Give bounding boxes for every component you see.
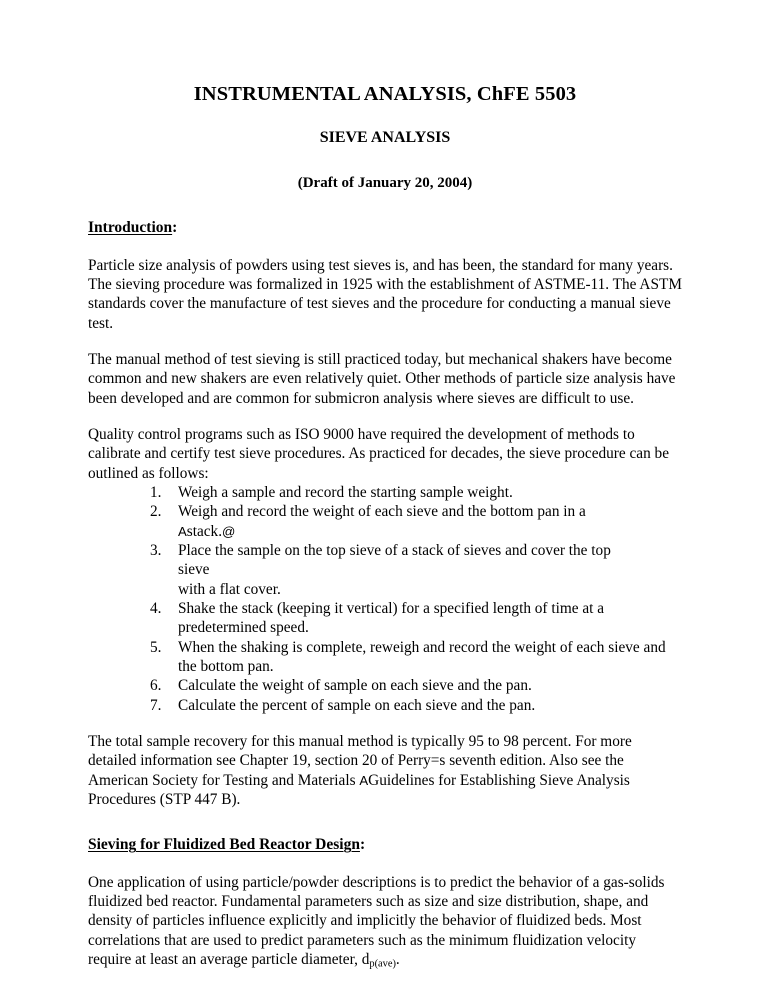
list-item-number: 2.: [150, 503, 162, 521]
list-item-number: 1.: [150, 483, 162, 501]
fluidized-bed-text-part-2: .: [395, 950, 400, 968]
document-subtitle: SIEVE ANALYSIS: [319, 128, 451, 146]
list-item-text: Calculate the weight of sample on each sieve and the pan.: [178, 677, 532, 695]
list-item-number: 3.: [150, 541, 162, 559]
list-item-text: When the shaking is complete, reweigh and record the weight of each sieve and the bottom pan.: [178, 638, 666, 676]
section-heading-introduction-label: Introduction: [88, 219, 173, 237]
list-item: [88, 502, 682, 541]
list-item-text: Calculate the percent of sample on each sieve and the pan.: [178, 696, 536, 714]
open-quote-glyph: A: [359, 772, 369, 788]
list-item: [88, 676, 682, 695]
list-item: [88, 696, 682, 715]
list-item-number: 7.: [150, 696, 162, 714]
list-item-text: Weigh a sample and record the starting sample weight.: [178, 483, 513, 501]
list-item-text-line-3: with a flat cover.: [178, 580, 281, 598]
sample-recovery-text-part-2: Guidelines for Establishing Sieve Analysis Procedures (STP 447 B).: [88, 771, 630, 809]
list-item-text: Shake the stack (keeping it vertical) for a specified length of time at a predetermined speed.: [178, 600, 605, 637]
list-item-number: 5.: [150, 638, 162, 656]
list-item: [88, 483, 682, 502]
section-heading-sieving-fluidized-bed: [88, 809, 682, 855]
list-item-number: 4.: [150, 600, 162, 618]
sample-recovery-paragraph: [88, 715, 682, 809]
list-item-text-stack: stack.: [186, 522, 223, 540]
procedure-list: [88, 483, 682, 715]
section-heading-sieving-fluidized-bed-label: Sieving for Fluidized Bed Reactor Design: [88, 836, 360, 854]
intro-paragraph-3: Quality control programs such as ISO 9000 have required the development of methods to calibrate and certify test sieve procedures. As practiced for decades, the sieve procedure can be outlined as follows:: [88, 425, 669, 482]
section-heading-sieving-fluidized-bed-colon: :: [359, 836, 366, 854]
list-item: [88, 599, 682, 638]
list-item: [88, 638, 682, 677]
document-content: [88, 0, 682, 969]
list-item-number: 6.: [150, 677, 162, 695]
intro-paragraph-1: Particle size analysis of powders using test sieves is, and has been, the standard for many years. The sieving procedure was formalized in 1925 with the establishment of ASTME-11. The ASTM standards cover the manufacture of test sieves and the procedure for conducting a manual sieve test.: [88, 256, 682, 332]
list-item: [88, 541, 682, 599]
section-heading-introduction-colon: :: [172, 219, 178, 237]
page-title: INSTRUMENTAL ANALYSIS, ChFE 5503: [193, 83, 577, 105]
list-item-text-line-1: Weigh and record the weight of each sieve and the bottom pan in a: [178, 503, 586, 521]
draft-date-line: (Draft of January 20, 2004): [297, 174, 473, 191]
section-heading-introduction: [88, 192, 682, 238]
close-quote-glyph: @: [222, 523, 236, 539]
list-item-text-line-2: sieve: [178, 561, 210, 579]
particle-diameter-subscript: p(ave): [369, 958, 396, 970]
intro-paragraph-2: The manual method of test sieving is still practiced today, but mechanical shakers have become common and new shakers are even relatively quiet. Other methods of particle size analysis have been developed and are common for submicron analysis where sieves are difficult to use.: [88, 350, 676, 407]
fluidized-bed-text-part-1: One application of using particle/powder descriptions is to predict the behavior of a gas-solids fluidized bed reactor. Fundamental parameters such as size and size distribution, shape, and density of particles influence explicitly and implicitly the behavior of fluidized beds. Most correlations that are used to predict parameters such as the minimum fluidization velocity require at least an average particle diameter, d: [88, 873, 665, 968]
sample-recovery-text-part-1: The total sample recovery for this manual method is typically 95 to 98 percent. For more detailed information see Chapter 19, section 20 of Perry=s seventh edition. Also see the American Society for Testing and Materials: [88, 733, 632, 789]
fluidized-bed-paragraph: [88, 856, 682, 970]
list-item-text-line-2: [178, 522, 682, 541]
open-quote-glyph: A: [178, 523, 187, 539]
list-item-text-line-1: Place the sample on the top sieve of a stack of sieves and cover the top: [178, 541, 611, 559]
